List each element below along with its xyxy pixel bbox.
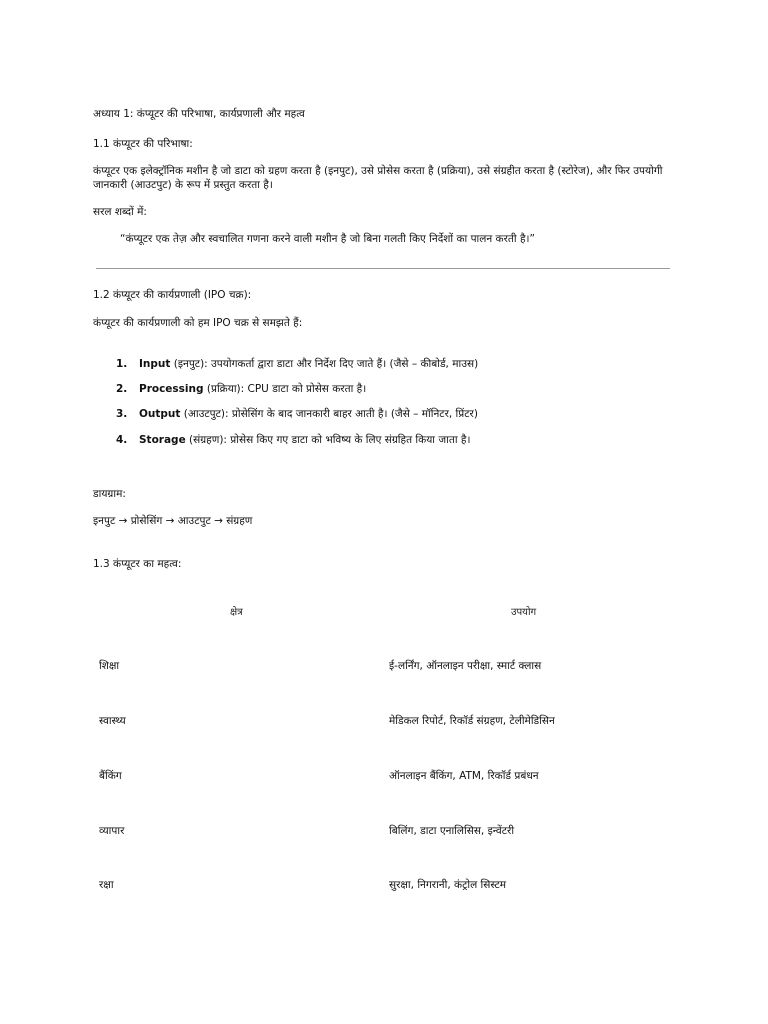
list-description: (इनपुट): उपयोगकर्ता द्वारा डाटा और निर्देश दिए जाते हैं। (जैसे – कीबोर्ड, माउस)	[170, 358, 479, 370]
ipo-list-item	[116, 383, 366, 397]
table-header-use: उपयोग	[511, 607, 537, 618]
definition-quote: “कंप्यूटर एक तेज़ और स्वचालित गणना करने वाली मशीन है जो बिना गलती किए निर्देशों का पालन करती है।”	[120, 233, 535, 245]
chapter-title: अध्याय 1: कंप्यूटर की परिभाषा, कार्यप्रणाली और महत्व	[93, 108, 305, 120]
horizontal-divider	[96, 268, 670, 269]
simple-words-label: सरल शब्दों में:	[93, 206, 147, 218]
table-cell-use: मेडिकल रिपोर्ट, रिकॉर्ड संग्रहण, टेलीमेडिसिन	[389, 715, 555, 727]
table-cell-field: व्यापार	[99, 825, 125, 837]
list-number: 2.	[116, 383, 128, 395]
list-number: 1.	[116, 358, 128, 370]
section-1-2-heading: 1.2 कंप्यूटर की कार्यप्रणाली (IPO चक्र):	[93, 289, 252, 301]
list-term: Processing	[139, 383, 204, 395]
table-cell-field: शिक्षा	[99, 660, 120, 672]
table-cell-use: ऑनलाइन बैंकिंग, ATM, रिकॉर्ड प्रबंधन	[389, 770, 539, 782]
table-cell-field: स्वास्थ्य	[99, 715, 126, 727]
list-description: (आउटपुट): प्रोसेसिंग के बाद जानकारी बाहर आती है। (जैसे – मॉनिटर, प्रिंटर)	[180, 408, 478, 420]
section-1-3-heading: 1.3 कंप्यूटर का महत्व:	[93, 558, 182, 570]
diagram-label: डायग्राम:	[93, 488, 126, 500]
list-number: 4.	[116, 434, 128, 446]
ipo-list-item	[116, 358, 478, 372]
list-description: (प्रक्रिया): CPU डाटा को प्रोसेस करता है।	[203, 383, 367, 395]
ipo-intro: कंप्यूटर की कार्यप्रणाली को हम IPO चक्र से समझते हैं:	[93, 317, 303, 329]
table-cell-use: सुरक्षा, निगरानी, कंट्रोल सिस्टम	[389, 879, 507, 891]
ipo-diagram-flow: इनपुट → प्रोसेसिंग → आउटपुट → संग्रहण	[93, 515, 253, 527]
table-cell-field: बैंकिंग	[99, 770, 122, 782]
list-number: 3.	[116, 408, 128, 420]
definition-paragraph: कंप्यूटर एक इलेक्ट्रॉनिक मशीन है जो डाटा को ग्रहण करता है (इनपुट), उसे प्रोसेस करता है (प्रक्रिया), उसे संग्रहीत करता है (स्टोरेज), और फिर उपयोगी जानकारी (आउटपुट) के रूप में प्रस्तुत करता है।	[93, 165, 663, 191]
list-term: Output	[139, 408, 181, 420]
list-term: Input	[139, 358, 171, 370]
ipo-list-item	[116, 434, 470, 448]
table-cell-field: रक्षा	[99, 879, 114, 891]
list-description: (संग्रहण): प्रोसेस किए गए डाटा को भविष्य के लिए संग्रहित किया जाता है।	[185, 434, 471, 446]
section-1-1-heading: 1.1 कंप्यूटर की परिभाषा:	[93, 138, 193, 150]
list-term: Storage	[139, 434, 186, 446]
ipo-list-item	[116, 408, 478, 422]
table-cell-use: बिलिंग, डाटा एनालिसिस, इन्वेंटरी	[389, 825, 515, 837]
table-header-field: क्षेत्र	[230, 607, 243, 618]
table-cell-use: ई-लर्निंग, ऑनलाइन परीक्षा, स्मार्ट क्लास	[389, 660, 542, 672]
